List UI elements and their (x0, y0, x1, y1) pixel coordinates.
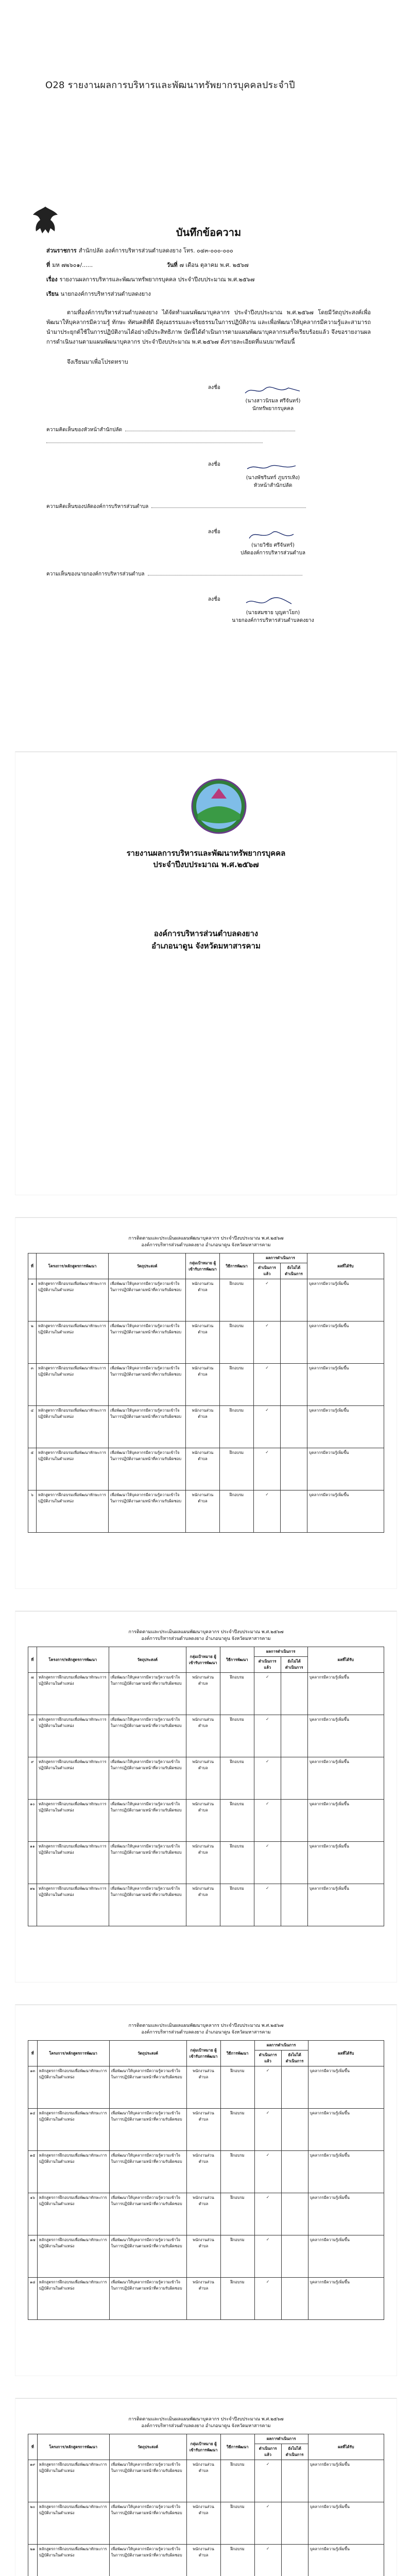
row-project: หลักสูตรการฝึกอบรมเพื่อพัฒนาทักษะการปฏิบัติงานในตำแหน่ง (37, 2193, 109, 2235)
row-number: ๓ (28, 1364, 37, 1406)
memo-closing: จึงเรียนมาเพื่อโปรดทราบ (67, 359, 128, 365)
row-objective: เพื่อพัฒนาให้บุคลากรมีความรู้ความเข้าใจในการปฏิบัติงานตามหน้าที่ความรับผิดชอบ (109, 1800, 186, 1842)
table-row (28, 1364, 384, 1406)
row-result: บุคลากรมีความรู้เพิ่มขึ้น (307, 1448, 384, 1490)
col-header-no: ที่ (28, 1647, 37, 1673)
row-number: ๒๐ (28, 2502, 38, 2545)
col-header-method: วิธีการพัฒนา (220, 2434, 254, 2460)
col-header-result: ผลที่ได้รับ (307, 1647, 384, 1673)
row-objective: เพื่อพัฒนาให้บุคลากรมีความรู้ความเข้าใจในการปฏิบัติงานตามหน้าที่ความรับผิดชอบ (109, 1757, 186, 1800)
row-project: หลักสูตรการฝึกอบรมเพื่อพัฒนาทักษะการปฏิบัติงานในตำแหน่ง (37, 2460, 109, 2502)
row-target: พนักงานส่วนตำบล (186, 1884, 220, 1926)
row-project: หลักสูตรการฝึกอบรมเพื่อพัฒนาทักษะการปฏิบัติงานในตำแหน่ง (37, 2151, 109, 2193)
row-target: พนักงานส่วนตำบล (186, 1715, 220, 1757)
col-header-result: ผลที่ได้รับ (308, 2434, 384, 2460)
row-project: หลักสูตรการฝึกอบรมเพื่อพัฒนาทักษะการปฏิบัติงานในตำแหน่ง (37, 2066, 109, 2109)
row-objective: เพื่อพัฒนาให้บุคลากรมีความรู้ความเข้าใจในการปฏิบัติงานตามหน้าที่ความรับผิดชอบ (109, 2460, 186, 2502)
row-method: ฝึกอบรม (220, 2502, 254, 2545)
row-notdone (281, 1757, 307, 1800)
memo-agency: ส่วนราชการ สำนักปลัด องค์การบริหารส่วนตำบลดงยาง โทร. ๐๔๓-๐๐๐-๐๐๐ (46, 247, 233, 254)
row-method: ฝึกอบรม (220, 2151, 254, 2193)
row-objective: เพื่อพัฒนาให้บุคลากรมีความรู้ความเข้าใจในการปฏิบัติงานตามหน้าที่ความรับผิดชอบ (109, 1279, 186, 1321)
table-row (28, 2460, 384, 2502)
row-method: ฝึกอบรม (220, 2545, 254, 2576)
row-notdone (281, 2151, 308, 2193)
row-done: ✓ (254, 1448, 281, 1490)
row-number: ๑๘ (28, 2278, 38, 2320)
row-method: ฝึกอบรม (220, 2193, 254, 2235)
row-notdone (281, 2235, 308, 2278)
row-result: บุคลากรมีความรู้เพิ่มขึ้น (308, 2109, 384, 2151)
row-method: ฝึกอบรม (220, 1757, 254, 1800)
row-notdone (281, 2193, 308, 2235)
row-notdone (281, 2460, 308, 2502)
table-row (28, 1757, 384, 1800)
row-target: พนักงานส่วนตำบล (186, 2109, 220, 2151)
row-notdone (281, 2109, 308, 2151)
row-result: บุคลากรมีความรู้เพิ่มขึ้น (307, 1673, 384, 1715)
row-result: บุคลากรมีความรู้เพิ่มขึ้น (307, 1279, 384, 1321)
row-method: ฝึกอบรม (220, 1800, 254, 1842)
row-target: พนักงานส่วนตำบล (186, 1364, 220, 1406)
row-project: หลักสูตรการฝึกอบรมเพื่อพัฒนาทักษะการปฏิบัติงานในตำแหน่ง (37, 1715, 109, 1757)
signature-block-3: ลงชื่อ (นายวิชัย ศรีจันทร์) ปลัดองค์การบริหารส่วนตำบล (208, 529, 306, 556)
row-number: ๑๙ (28, 2460, 38, 2502)
col-header-no: ที่ (28, 2434, 38, 2460)
row-done: ✓ (254, 1884, 281, 1926)
table-row (28, 1321, 384, 1364)
col-header-status: ผลการดำเนินการ (254, 2434, 308, 2444)
row-target: พนักงานส่วนตำบล (186, 1406, 220, 1448)
signature-icon (242, 596, 304, 609)
row-target: พนักงานส่วนตำบล (186, 1673, 220, 1715)
row-objective: เพื่อพัฒนาให้บุคลากรมีความรู้ความเข้าใจในการปฏิบัติงานตามหน้าที่ความรับผิดชอบ (109, 2545, 186, 2576)
row-number: ๑ (28, 1279, 37, 1321)
row-target: พนักงานส่วนตำบล (186, 1279, 220, 1321)
row-done: ✓ (254, 2502, 281, 2545)
cover-page (15, 752, 397, 1195)
row-result: บุคลากรมีความรู้เพิ่มขึ้น (308, 2460, 384, 2502)
row-done: ✓ (254, 1279, 281, 1321)
opinion-2: ความคิดเห็นของปลัดองค์การบริหารส่วนตำบล (46, 503, 371, 511)
row-notdone (281, 2545, 308, 2576)
evaluation-table (28, 1647, 384, 1926)
row-objective: เพื่อพัฒนาให้บุคลากรมีความรู้ความเข้าใจในการปฏิบัติงานตามหน้าที่ความรับผิดชอบ (109, 1364, 186, 1406)
row-done: ✓ (254, 1490, 281, 1533)
row-notdone (281, 1364, 307, 1406)
row-number: ๕ (28, 1448, 37, 1490)
row-project: หลักสูตรการฝึกอบรมเพื่อพัฒนาทักษะการปฏิบัติงานในตำแหน่ง (37, 1757, 109, 1800)
row-done: ✓ (254, 2151, 281, 2193)
row-result: บุคลากรมีความรู้เพิ่มขึ้น (308, 2066, 384, 2109)
row-number: ๑๓ (28, 2066, 38, 2109)
row-target: พนักงานส่วนตำบล (186, 1757, 220, 1800)
row-number: ๑๕ (28, 2151, 38, 2193)
row-number: ๑๒ (28, 1884, 37, 1926)
col-header-no: ที่ (28, 2041, 38, 2066)
row-done: ✓ (254, 1715, 281, 1757)
table-title: การติดตามและประเมินผลแผนพัฒนาบุคลากร ประจำปีงบประมาณ พ.ศ.๒๕๖๗ องค์การบริหารส่วนตำบลดงยาง อำเภอนาดูน จังหวัดมหาสารคาม (128, 1630, 284, 1641)
row-objective: เพื่อพัฒนาให้บุคลากรมีความรู้ความเข้าใจในการปฏิบัติงานตามหน้าที่ความรับผิดชอบ (109, 1406, 186, 1448)
table-row (28, 2502, 384, 2545)
table-row (28, 1884, 384, 1926)
table-title: การติดตามและประเมินผลแผนพัฒนาบุคลากร ประจำปีงบประมาณ พ.ศ.๒๕๖๗ องค์การบริหารส่วนตำบลดงยาง อำเภอนาดูน จังหวัดมหาสารคาม (128, 1236, 284, 1248)
row-target: พนักงานส่วนตำบล (186, 1842, 220, 1884)
cover-title: รายงานผลการบริหารและพัฒนาทรัพยากรบุคคล ประจำปีงบประมาณ พ.ศ.๒๕๖๗ (126, 849, 286, 869)
table-row (28, 1800, 384, 1842)
row-project: หลักสูตรการฝึกอบรมเพื่อพัฒนาทักษะการปฏิบัติงานในตำแหน่ง (37, 2545, 109, 2576)
row-done: ✓ (254, 2109, 281, 2151)
row-result: บุคลากรมีความรู้เพิ่มขึ้น (307, 1321, 384, 1364)
row-objective: เพื่อพัฒนาให้บุคลากรมีความรู้ความเข้าใจในการปฏิบัติงานตามหน้าที่ความรับผิดชอบ (109, 1884, 186, 1926)
page-title: O28 รายงานผลการบริหารและพัฒนาทรัพยากรบุคคลประจำปี (45, 80, 295, 91)
memo-ref-date: ที่ มห ๗๒๖๐๑/...... วันที่ ๗ เดือน ตุลาคม พ.ศ. ๒๕๖๗ (46, 262, 249, 268)
row-method: ฝึกอบรม (220, 1448, 254, 1490)
row-done: ✓ (254, 2066, 281, 2109)
col-header-notdone: ยังไม่ได้ดำเนินการ (281, 1263, 307, 1279)
signature-icon (242, 461, 304, 474)
organization-logo-icon (191, 778, 247, 835)
col-header-notdone: ยังไม่ได้ดำเนินการ (281, 1657, 307, 1673)
row-notdone (281, 1490, 307, 1533)
garuda-emblem-icon (31, 205, 60, 235)
row-result: บุคลากรมีความรู้เพิ่มขึ้น (308, 2193, 384, 2235)
col-header-target: กลุ่มเป้าหมาย ผู้เข้ารับการพัฒนา (186, 1253, 220, 1279)
row-objective: เพื่อพัฒนาให้บุคลากรมีความรู้ความเข้าใจในการปฏิบัติงานตามหน้าที่ความรับผิดชอบ (109, 1673, 186, 1715)
row-target: พนักงานส่วนตำบล (186, 2235, 220, 2278)
col-header-method: วิธีการพัฒนา (220, 1253, 254, 1279)
row-done: ✓ (254, 2193, 281, 2235)
table-row (28, 1715, 384, 1757)
row-method: ฝึกอบรม (220, 1321, 254, 1364)
col-header-notdone: ยังไม่ได้ดำเนินการ (281, 2050, 308, 2066)
row-objective: เพื่อพัฒนาให้บุคลากรมีความรู้ความเข้าใจในการปฏิบัติงานตามหน้าที่ความรับผิดชอบ (109, 1448, 186, 1490)
table-row (28, 2066, 384, 2109)
table-row (28, 1490, 384, 1533)
col-header-project: โครงการ/หลักสูตรการพัฒนา (37, 1647, 109, 1673)
row-result: บุคลากรมีความรู้เพิ่มขึ้น (308, 2235, 384, 2278)
row-number: ๗ (28, 1673, 37, 1715)
table-row (28, 2151, 384, 2193)
col-header-objective: วัตถุประสงค์ (109, 2041, 186, 2066)
row-method: ฝึกอบรม (220, 1842, 254, 1884)
row-done: ✓ (254, 2460, 281, 2502)
row-notdone (281, 2066, 308, 2109)
row-number: ๖ (28, 1490, 37, 1533)
row-number: ๑๔ (28, 2109, 38, 2151)
col-header-status: ผลการดำเนินการ (254, 1647, 307, 1657)
row-target: พนักงานส่วนตำบล (186, 2193, 220, 2235)
dotted-line (46, 434, 263, 443)
row-project: หลักสูตรการฝึกอบรมเพื่อพัฒนาทักษะการปฏิบัติงานในตำแหน่ง (37, 1490, 109, 1533)
row-done: ✓ (254, 2545, 281, 2576)
row-objective: เพื่อพัฒนาให้บุคลากรมีความรู้ความเข้าใจในการปฏิบัติงานตามหน้าที่ความรับผิดชอบ (109, 1321, 186, 1364)
row-method: ฝึกอบรม (220, 2278, 254, 2320)
row-number: ๒ (28, 1321, 37, 1364)
col-header-target: กลุ่มเป้าหมาย ผู้เข้ารับการพัฒนา (186, 2041, 220, 2066)
row-result: บุคลากรมีความรู้เพิ่มขึ้น (307, 1364, 384, 1406)
row-method: ฝึกอบรม (220, 1490, 254, 1533)
row-number: ๘ (28, 1715, 37, 1757)
row-done: ✓ (254, 1842, 281, 1884)
row-result: บุคลากรมีความรู้เพิ่มขึ้น (307, 1757, 384, 1800)
row-objective: เพื่อพัฒนาให้บุคลากรมีความรู้ความเข้าใจในการปฏิบัติงานตามหน้าที่ความรับผิดชอบ (109, 2193, 186, 2235)
row-target: พนักงานส่วนตำบล (186, 2278, 220, 2320)
row-method: ฝึกอบรม (220, 2109, 254, 2151)
row-project: หลักสูตรการฝึกอบรมเพื่อพัฒนาทักษะการปฏิบัติงานในตำแหน่ง (37, 1321, 109, 1364)
col-header-objective: วัตถุประสงค์ (109, 1647, 186, 1673)
row-result: บุคลากรมีความรู้เพิ่มขึ้น (308, 2502, 384, 2545)
opinion-1: ความคิดเห็นของหัวหน้าสำนักปลัด (46, 426, 371, 434)
row-project: หลักสูตรการฝึกอบรมเพื่อพัฒนาทักษะการปฏิบัติงานในตำแหน่ง (37, 1842, 109, 1884)
table-row (28, 2278, 384, 2320)
row-result: บุคลากรมีความรู้เพิ่มขึ้น (307, 1406, 384, 1448)
col-header-target: กลุ่มเป้าหมาย ผู้เข้ารับการพัฒนา (186, 1647, 220, 1673)
row-result: บุคลากรมีความรู้เพิ่มขึ้น (307, 1884, 384, 1926)
row-done: ✓ (254, 1321, 281, 1364)
row-target: พนักงานส่วนตำบล (186, 1448, 220, 1490)
table-row (28, 2545, 384, 2576)
row-target: พนักงานส่วนตำบล (186, 1490, 220, 1533)
col-header-status: ผลการดำเนินการ (254, 2041, 308, 2050)
row-number: ๔ (28, 1406, 37, 1448)
table-row (28, 1279, 384, 1321)
signature-icon (242, 384, 304, 397)
memo-subject: เรื่อง รายงานผลการบริหารและพัฒนาทรัพยากรบุคคล ประจำปีงบประมาณ พ.ศ.๒๕๖๗ (46, 276, 255, 283)
row-notdone (281, 1842, 307, 1884)
row-method: ฝึกอบรม (220, 1406, 254, 1448)
row-project: หลักสูตรการฝึกอบรมเพื่อพัฒนาทักษะการปฏิบัติงานในตำแหน่ง (37, 1406, 109, 1448)
row-done: ✓ (254, 1406, 281, 1448)
col-header-no: ที่ (28, 1253, 37, 1279)
col-header-result: ผลที่ได้รับ (308, 2041, 384, 2066)
row-method: ฝึกอบรม (220, 2066, 254, 2109)
evaluation-table (28, 1253, 384, 1533)
row-result: บุคลากรมีความรู้เพิ่มขึ้น (307, 1715, 384, 1757)
row-notdone (281, 1448, 307, 1490)
row-done: ✓ (254, 1757, 281, 1800)
memo-heading: บันทึกข้อความ (176, 226, 242, 239)
opinion-3: ความเห็นของนายกองค์การบริหารส่วนตำบล (46, 570, 371, 578)
col-header-objective: วัตถุประสงค์ (109, 1253, 186, 1279)
row-method: ฝึกอบรม (220, 2460, 254, 2502)
row-method: ฝึกอบรม (220, 1715, 254, 1757)
row-notdone (281, 1715, 307, 1757)
signature-icon (242, 528, 304, 541)
row-objective: เพื่อพัฒนาให้บุคลากรมีความรู้ความเข้าใจในการปฏิบัติงานตามหน้าที่ความรับผิดชอบ (109, 2151, 186, 2193)
row-number: ๑๗ (28, 2235, 38, 2278)
row-project: หลักสูตรการฝึกอบรมเพื่อพัฒนาทักษะการปฏิบัติงานในตำแหน่ง (37, 1673, 109, 1715)
row-project: หลักสูตรการฝึกอบรมเพื่อพัฒนาทักษะการปฏิบัติงานในตำแหน่ง (37, 1279, 109, 1321)
row-method: ฝึกอบรม (220, 1279, 254, 1321)
row-number: ๑๑ (28, 1842, 37, 1884)
row-target: พนักงานส่วนตำบล (186, 2066, 220, 2109)
evaluation-table-page (15, 2398, 397, 2576)
row-target: พนักงานส่วนตำบล (186, 2502, 220, 2545)
table-row (28, 2109, 384, 2151)
row-project: หลักสูตรการฝึกอบรมเพื่อพัฒนาทักษะการปฏิบัติงานในตำแหน่ง (37, 2235, 109, 2278)
row-done: ✓ (254, 2235, 281, 2278)
memo-page (15, 190, 397, 685)
row-number: ๒๑ (28, 2545, 38, 2576)
signature-block-4: ลงชื่อ (นายสมชาย บุญตาโยก) นายกองค์การบริหารส่วนตำบลดงยาง (208, 597, 314, 623)
col-header-project: โครงการ/หลักสูตรการพัฒนา (37, 1253, 109, 1279)
row-result: บุคลากรมีความรู้เพิ่มขึ้น (308, 2151, 384, 2193)
table-row (28, 1448, 384, 1490)
table-row (28, 2193, 384, 2235)
col-header-done: ดำเนินการแล้ว (254, 1657, 281, 1673)
row-objective: เพื่อพัฒนาให้บุคลากรมีความรู้ความเข้าใจในการปฏิบัติงานตามหน้าที่ความรับผิดชอบ (109, 1490, 186, 1533)
evaluation-table-page (15, 2005, 397, 2376)
row-target: พนักงานส่วนตำบล (186, 2460, 220, 2502)
evaluation-table-page (15, 1217, 397, 1588)
row-objective: เพื่อพัฒนาให้บุคลากรมีความรู้ความเข้าใจในการปฏิบัติงานตามหน้าที่ความรับผิดชอบ (109, 2109, 186, 2151)
memo-body: ตามที่องค์การบริหารส่วนตำบลดงยาง ได้จัดทำแผนพัฒนาบุคลากร ประจำปีงบประมาณ พ.ศ.๒๕๖๗ โดยมีวัตถุประสงค์เพื่อพัฒนาให้บุคลากรมีความรู้ ทักษะ ทัศนคติที่ดี มีคุณธรรมและจริยธรรมในการปฏิบัติงาน และเพื่อพัฒนาให้บุคลากรมีความรู้และสามารถนำมาประยุกต์ใช้ในการปฏิบัติงานได้อย่างมีประสิทธิภาพ บัดนี้ได้ดำเนินการตามแผนพัฒนาบุคลากรเสร็จเรียบร้อยแล้ว จึงขอรายงานผลการดำเนินงานตามแผนพัฒนาบุคลากร ประจำปีงบประมาณ พ.ศ.๒๕๖๗ ดังรายละเอียดที่แนบมาพร้อมนี้ (46, 309, 371, 345)
col-header-done: ดำเนินการแล้ว (254, 1263, 281, 1279)
row-objective: เพื่อพัฒนาให้บุคลากรมีความรู้ความเข้าใจในการปฏิบัติงานตามหน้าที่ความรับผิดชอบ (109, 2502, 186, 2545)
col-header-project: โครงการ/หลักสูตรการพัฒนา (37, 2434, 109, 2460)
row-result: บุคลากรมีความรู้เพิ่มขึ้น (308, 2545, 384, 2576)
row-result: บุคลากรมีความรู้เพิ่มขึ้น (307, 1490, 384, 1533)
row-objective: เพื่อพัฒนาให้บุคลากรมีความรู้ความเข้าใจในการปฏิบัติงานตามหน้าที่ความรับผิดชอบ (109, 2278, 186, 2320)
row-number: ๑๖ (28, 2193, 38, 2235)
row-done: ✓ (254, 1364, 281, 1406)
row-done: ✓ (254, 2278, 281, 2320)
col-header-method: วิธีการพัฒนา (220, 2041, 254, 2066)
table-title: การติดตามและประเมินผลแผนพัฒนาบุคลากร ประจำปีงบประมาณ พ.ศ.๒๕๖๗ องค์การบริหารส่วนตำบลดงยาง อำเภอนาดูน จังหวัดมหาสารคาม (128, 2023, 284, 2035)
memo-to: เรียน นายกองค์การบริหารส่วนตำบลดงยาง (46, 291, 151, 297)
row-objective: เพื่อพัฒนาให้บุคลากรมีความรู้ความเข้าใจในการปฏิบัติงานตามหน้าที่ความรับผิดชอบ (109, 2235, 186, 2278)
row-target: พนักงานส่วนตำบล (186, 2545, 220, 2576)
row-target: พนักงานส่วนตำบล (186, 2151, 220, 2193)
row-objective: เพื่อพัฒนาให้บุคลากรมีความรู้ความเข้าใจในการปฏิบัติงานตามหน้าที่ความรับผิดชอบ (109, 1842, 186, 1884)
row-project: หลักสูตรการฝึกอบรมเพื่อพัฒนาทักษะการปฏิบัติงานในตำแหน่ง (37, 1884, 109, 1926)
row-result: บุคลากรมีความรู้เพิ่มขึ้น (308, 2278, 384, 2320)
row-objective: เพื่อพัฒนาให้บุคลากรมีความรู้ความเข้าใจในการปฏิบัติงานตามหน้าที่ความรับผิดชอบ (109, 2066, 186, 2109)
row-notdone (281, 1279, 307, 1321)
table-row (28, 1842, 384, 1884)
row-result: บุคลากรมีความรู้เพิ่มขึ้น (307, 1842, 384, 1884)
row-notdone (281, 1673, 307, 1715)
row-notdone (281, 1321, 307, 1364)
row-number: ๙ (28, 1757, 37, 1800)
row-done: ✓ (254, 1673, 281, 1715)
row-done: ✓ (254, 1800, 281, 1842)
row-project: หลักสูตรการฝึกอบรมเพื่อพัฒนาทักษะการปฏิบัติงานในตำแหน่ง (37, 1364, 109, 1406)
evaluation-table-page (15, 1611, 397, 1982)
col-header-project: โครงการ/หลักสูตรการพัฒนา (37, 2041, 109, 2066)
table-row (28, 1406, 384, 1448)
row-objective: เพื่อพัฒนาให้บุคลากรมีความรู้ความเข้าใจในการปฏิบัติงานตามหน้าที่ความรับผิดชอบ (109, 1715, 186, 1757)
row-result: บุคลากรมีความรู้เพิ่มขึ้น (307, 1800, 384, 1842)
signature-block-1: ลงชื่อ (นางสาวนิรมล ศรีจันทร์) นักทรัพยากรบุคคล (221, 384, 324, 413)
col-header-target: กลุ่มเป้าหมาย ผู้เข้ารับการพัฒนา (186, 2434, 220, 2460)
table-row (28, 1673, 384, 1715)
table-row (28, 2235, 384, 2278)
row-notdone (281, 1406, 307, 1448)
row-number: ๑๐ (28, 1800, 37, 1842)
signature-block-2: ลงชื่อ (นางพัชรินทร์ ภูบรรเทิง) หัวหน้าสำนักปลัด (221, 461, 324, 489)
row-notdone (281, 2502, 308, 2545)
col-header-method: วิธีการพัฒนา (220, 1647, 254, 1673)
cover-organization: องค์การบริหารส่วนตำบลดงยาง อำเภอนาดูน จังหวัดมหาสารคาม (151, 929, 261, 951)
row-project: หลักสูตรการฝึกอบรมเพื่อพัฒนาทักษะการปฏิบัติงานในตำแหน่ง (37, 2109, 109, 2151)
col-header-status: ผลการดำเนินการ (254, 1253, 307, 1263)
table-title: การติดตามและประเมินผลแผนพัฒนาบุคลากร ประจำปีงบประมาณ พ.ศ.๒๕๖๗ องค์การบริหารส่วนตำบลดงยาง อำเภอนาดูน จังหวัดมหาสารคาม (128, 2417, 284, 2429)
row-project: หลักสูตรการฝึกอบรมเพื่อพัฒนาทักษะการปฏิบัติงานในตำแหน่ง (37, 1800, 109, 1842)
row-notdone (281, 1800, 307, 1842)
row-method: ฝึกอบรม (220, 1884, 254, 1926)
row-notdone (281, 2278, 308, 2320)
evaluation-table (28, 2040, 384, 2320)
col-header-done: ดำเนินการแล้ว (254, 2050, 281, 2066)
row-target: พนักงานส่วนตำบล (186, 1800, 220, 1842)
row-target: พนักงานส่วนตำบล (186, 1321, 220, 1364)
col-header-objective: วัตถุประสงค์ (109, 2434, 186, 2460)
col-header-result: ผลที่ได้รับ (307, 1253, 384, 1279)
row-project: หลักสูตรการฝึกอบรมเพื่อพัฒนาทักษะการปฏิบัติงานในตำแหน่ง (37, 1448, 109, 1490)
col-header-done: ดำเนินการแล้ว (254, 2444, 281, 2460)
row-project: หลักสูตรการฝึกอบรมเพื่อพัฒนาทักษะการปฏิบัติงานในตำแหน่ง (37, 2502, 109, 2545)
row-method: ฝึกอบรม (220, 2235, 254, 2278)
col-header-notdone: ยังไม่ได้ดำเนินการ (281, 2444, 308, 2460)
row-notdone (281, 1884, 307, 1926)
row-project: หลักสูตรการฝึกอบรมเพื่อพัฒนาทักษะการปฏิบัติงานในตำแหน่ง (37, 2278, 109, 2320)
row-method: ฝึกอบรม (220, 1364, 254, 1406)
evaluation-table (28, 2434, 384, 2576)
row-method: ฝึกอบรม (220, 1673, 254, 1715)
